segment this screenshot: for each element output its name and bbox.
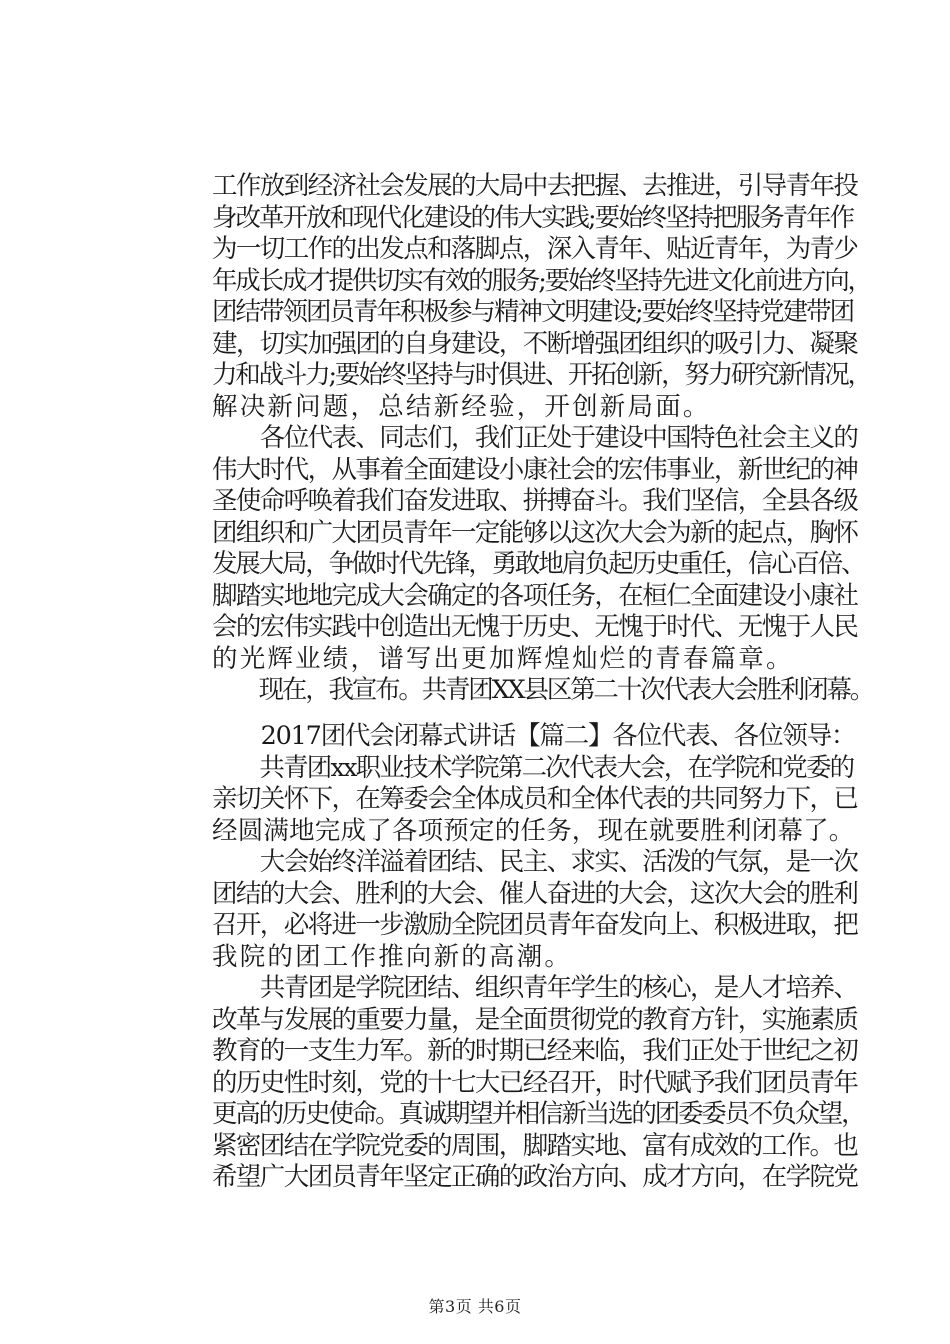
text-line: 工作放到经济社会发展的大局中去把握、去推进，引导青年投 xyxy=(212,171,858,201)
text-line: 为一切工作的出发点和落脚点，深入青年、贴近青年，为青少 xyxy=(212,234,858,264)
text-line: 共青团xx职业技术学院第二次代表大会，在学院和党委的 xyxy=(212,752,854,783)
text-line: 我院的团工作推向新的高潮。 xyxy=(212,941,573,972)
text-line: 力和战斗力;要始终坚持与时俱进、开拓创新，努力研究新情况， xyxy=(212,360,871,390)
text-line: 召开，必将进一步激励全院团员青年奋发向上、积极进取，把 xyxy=(212,910,858,940)
text-line: 发展大局，争做时代先锋，勇敢地肩负起历史重任，信心百倍、 xyxy=(212,549,865,579)
text-line: 改革与发展的重要力量，是全面贯彻党的教育方针，实施素质 xyxy=(212,1004,858,1035)
text-line: 2017团代会闭幕式讲话【篇二】各位代表、各位领导： xyxy=(212,721,856,751)
text-line: 现在，我宣布。共青团XX县区第二十次代表大会胜利闭幕。 xyxy=(212,675,874,705)
text-line: 圣使命呼唤着我们奋发进取、拼搏奋斗。我们坚信，全县各级 xyxy=(212,486,858,516)
text-line: 各位代表、同志们，我们正处于建设中国特色社会主义的 xyxy=(212,423,858,453)
text-line: 团结带领团员青年积极参与精神文明建设;要始终坚持党建带团 xyxy=(212,297,854,327)
text-line: 更高的历史使命。真诚期望并相信新当选的团委委员不负众望， xyxy=(212,1099,865,1129)
section-1-text xyxy=(212,171,874,707)
section-2-text xyxy=(212,721,865,1194)
text-line: 的历史性时刻，党的十七大已经召开，时代赋予我们团员青年 xyxy=(212,1067,858,1098)
text-line: 脚踏实地地完成大会确定的各项任务，在桓仁全面建设小康社 xyxy=(212,580,858,611)
text-line: 经圆满地完成了各项预定的任务，现在就要胜利闭幕了。 xyxy=(212,815,855,846)
text-line: 解决新问题，总结新经验，开创新局面。 xyxy=(212,391,711,422)
text-line: 共青团是学院团结、组织青年学生的核心，是人才培养、 xyxy=(212,973,858,1003)
text-line: 的光辉业绩，谱写出更加辉煌灿烂的青春篇章。 xyxy=(212,643,794,674)
text-line: 年成长成才提供切实有效的服务;要始终坚持先进文化前进方向， xyxy=(212,265,871,296)
text-line: 伟大时代，从事着全面建设小康社会的宏伟事业，新世纪的神 xyxy=(212,454,858,485)
text-line: 团结的大会、胜利的大会、催人奋进的大会，这次大会的胜利 xyxy=(212,878,858,909)
text-line: 希望广大团员青年坚定正确的政治方向、成才方向，在学院党 xyxy=(212,1162,858,1192)
text-line: 身改革开放和现代化建设的伟大实践;要始终坚持把服务青年作 xyxy=(212,202,854,233)
text-line: 教育的一支生力军。新的时期已经来临，我们正处于世纪之初 xyxy=(212,1036,858,1066)
text-line: 建，切实加强团的自身建设，不断增强团组织的吸引力、凝聚 xyxy=(212,328,858,359)
text-line: 团组织和广大团员青年一定能够以这次大会为新的起点，胸怀 xyxy=(212,517,858,548)
page-number-footer: 第3页 共6页 xyxy=(428,1297,522,1316)
text-line: 亲切关怀下，在筹委会全体成员和全体代表的共同努力下，已 xyxy=(212,784,858,814)
text-line: 紧密团结在学院党委的周围，脚踏实地、富有成效的工作。也 xyxy=(212,1130,858,1161)
text-line: 会的宏伟实践中创造出无愧于历史、无愧于时代、无愧于人民 xyxy=(212,612,858,642)
text-line: 大会始终洋溢着团结、民主、求实、活泼的气氛，是一次 xyxy=(212,847,858,877)
